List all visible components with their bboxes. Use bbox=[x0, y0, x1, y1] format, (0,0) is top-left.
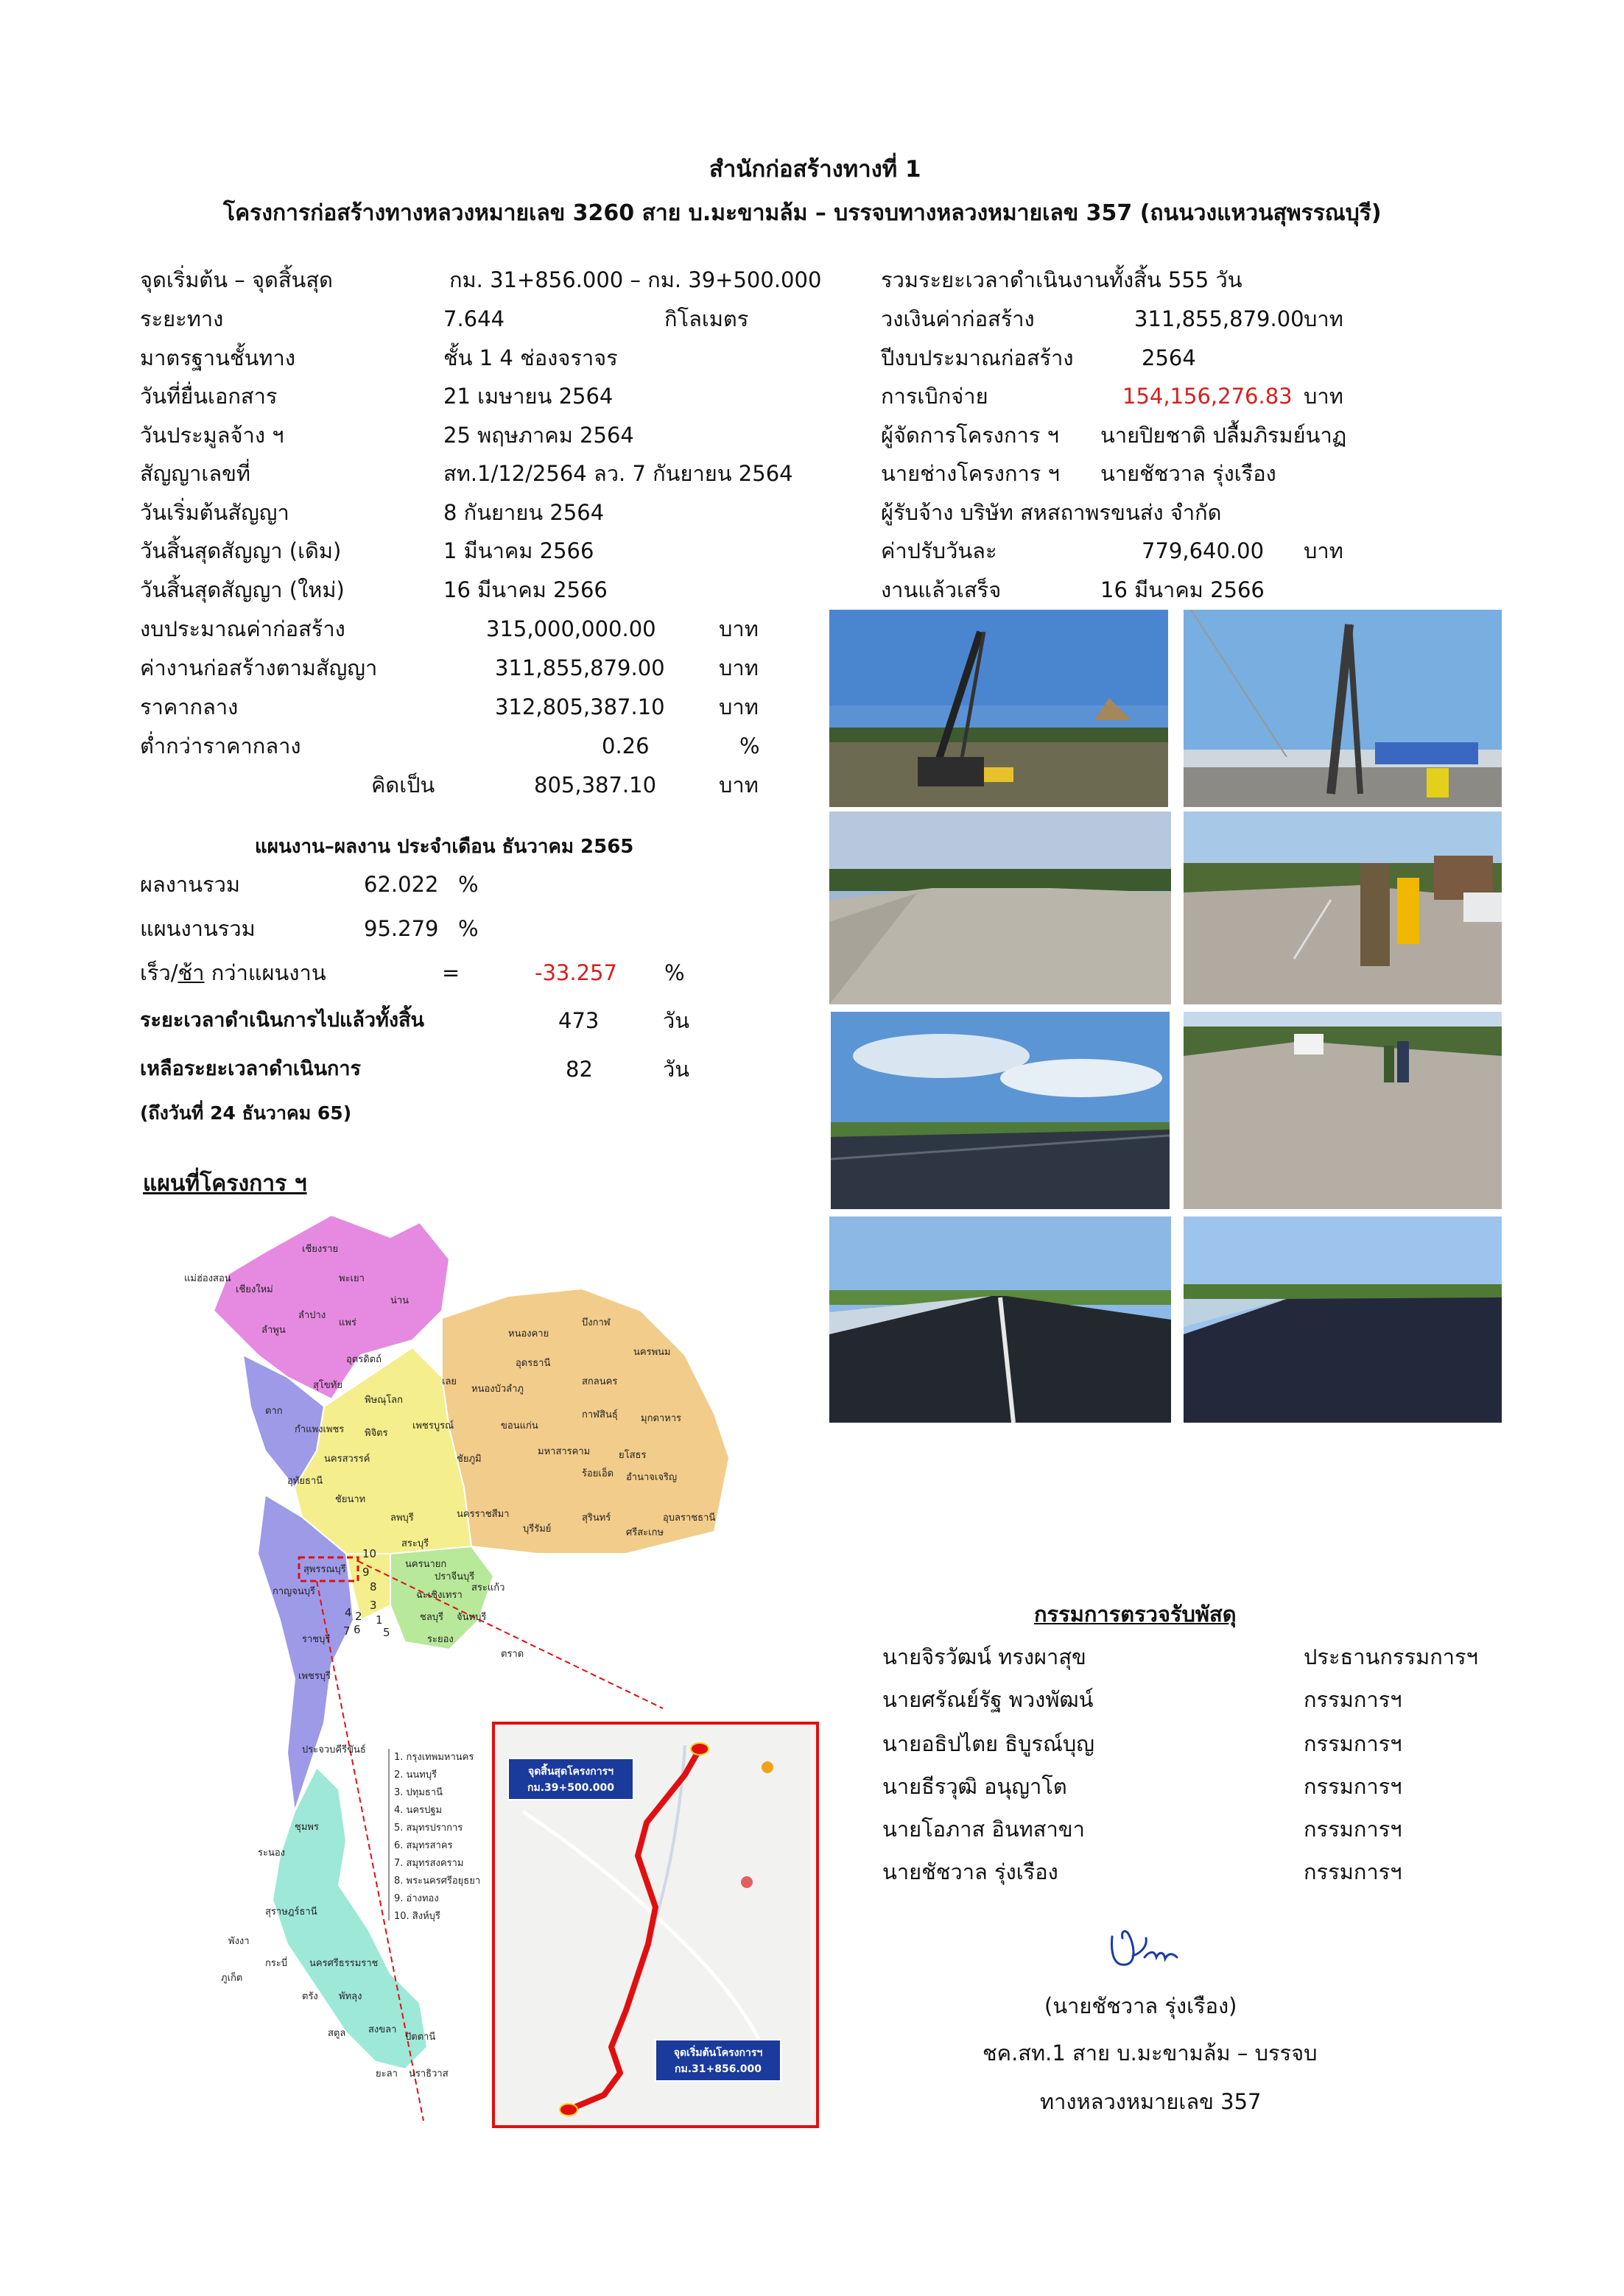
total-duration: รวมระยะเวลาดำเนินงานทั้งสิ้น 555 วัน bbox=[881, 267, 1242, 292]
finish-label: งานแล้วเสร็จ bbox=[881, 577, 1002, 602]
map-label: พังงา bbox=[228, 1936, 250, 1947]
budget-label: ค่างานก่อสร้างตามสัญญา bbox=[140, 655, 378, 680]
area-number: 6 bbox=[354, 1623, 361, 1636]
site-photo-piling-rig bbox=[828, 608, 1170, 809]
map-label: สระบุรี bbox=[401, 1538, 429, 1549]
contract-amount-label: วงเงินค่าก่อสร้าง bbox=[881, 306, 1035, 331]
area-number: 9 bbox=[362, 1566, 370, 1579]
info-label: วันสิ้นสุดสัญญา (ใหม่) bbox=[140, 577, 345, 602]
site-photo-finished-road-2 bbox=[1182, 1215, 1503, 1424]
map-label: ยโสธร bbox=[619, 1450, 647, 1461]
end-label-1: จุดสิ้นสุดโครงการฯ bbox=[527, 1766, 614, 1778]
map-label: พิจิตร bbox=[365, 1428, 388, 1439]
site-photo-subgrade bbox=[828, 810, 1173, 1006]
diff-label-pre: เร็ว/ bbox=[140, 960, 178, 985]
thailand-map bbox=[169, 1208, 832, 2135]
committee-member-role: กรรมการฯ bbox=[1304, 1687, 1402, 1712]
contract-amount-unit: บาท bbox=[1304, 306, 1343, 331]
map-label: เพชรบุรี bbox=[298, 1671, 331, 1682]
manager-value: นายปิยชาติ ปลื้มภิรมย์นาฏ bbox=[1100, 423, 1347, 448]
map-label: ยะลา bbox=[376, 2068, 398, 2080]
site-photo-survey bbox=[1182, 810, 1503, 1006]
info-label: วันสิ้นสุดสัญญา (เดิม) bbox=[140, 538, 342, 563]
map-label: พะเยา bbox=[339, 1273, 365, 1284]
remaining-unit: วัน bbox=[663, 1057, 690, 1082]
map-label: ร้อยเอ็ด bbox=[582, 1468, 614, 1479]
budget-label: คิดเป็น bbox=[371, 772, 435, 797]
project-title: โครงการก่อสร้างทางหลวงหมายเลข 3260 สาย บ.มะขามล้ม – บรรจบทางหลวงหมายเลข 357 (ถนนวงแหวนสุพรรณบุรี) bbox=[223, 200, 1382, 226]
map-label: อุบลราชธานี bbox=[663, 1513, 716, 1524]
actual-unit: % bbox=[458, 872, 479, 897]
budget-year-label: ปีงบประมาณก่อสร้าง bbox=[881, 345, 1074, 370]
map-label: ชัยภูมิ bbox=[457, 1454, 482, 1465]
committee-member-role: กรรมการฯ bbox=[1304, 1817, 1402, 1842]
budget-unit: % bbox=[739, 733, 760, 758]
remaining-value: 82 bbox=[566, 1057, 593, 1082]
start-label-2: กม.31+856.000 bbox=[674, 2063, 762, 2075]
diff-value: -33.257 bbox=[535, 960, 617, 985]
fine-label: ค่าปรับวันละ bbox=[881, 538, 997, 563]
committee-member-name: นายจิรวัฒน์ ทรงผาสุข bbox=[882, 1644, 1086, 1669]
legend-item: 10. สิงห์บุรี bbox=[394, 1911, 440, 1922]
map-label: อำนาจเจริญ bbox=[626, 1472, 678, 1483]
budget-unit: บาท bbox=[719, 655, 759, 680]
office-title: สำนักก่อสร้างทางที่ 1 bbox=[709, 156, 921, 183]
map-label: นครสวรรค์ bbox=[324, 1454, 370, 1465]
map-label: บึงกาฬ bbox=[582, 1317, 611, 1328]
legend-item: 2. นนทบุรี bbox=[394, 1769, 437, 1781]
signatory-name: (นายชัชวาล รุ่งเรือง) bbox=[1044, 1993, 1237, 2018]
finish-value: 16 มีนาคม 2566 bbox=[1100, 577, 1265, 602]
map-label: นราธิวาส bbox=[409, 2068, 449, 2080]
diff-eq: = bbox=[442, 960, 460, 985]
map-svg bbox=[169, 1208, 832, 2135]
map-label: จันทบุรี bbox=[457, 1612, 487, 1623]
map-legend bbox=[389, 1749, 480, 1922]
map-label: สกลนคร bbox=[582, 1376, 618, 1387]
map-label: หนองบัวลำภู bbox=[471, 1384, 524, 1395]
map-label: กาฬสินธุ์ bbox=[582, 1409, 618, 1420]
diff-unit: % bbox=[664, 960, 685, 985]
map-label: ลำพูน bbox=[261, 1325, 286, 1336]
actual-label: ผลงานรวม bbox=[140, 872, 241, 897]
committee-member-role: กรรมการฯ bbox=[1304, 1859, 1402, 1884]
committee-member-name: นายอธิปไตย ธิบูรณ์บุญ bbox=[882, 1731, 1094, 1756]
map-label: ชัยนาท bbox=[335, 1494, 366, 1505]
map-label: พัทลุง bbox=[339, 1991, 362, 2002]
signatory-position-2: ทางหลวงหมายเลข 357 bbox=[1040, 2089, 1262, 2114]
map-label: ฉะเชิงเทรา bbox=[416, 1590, 463, 1601]
info-label: วันประมูลจ้าง ฯ bbox=[140, 423, 284, 448]
map-label: ระนอง bbox=[258, 1848, 286, 1859]
legend-item: 3. ปทุมธานี bbox=[394, 1787, 443, 1798]
legend-item: 4. นครปฐม bbox=[394, 1805, 443, 1816]
info-unit: กิโลเมตร bbox=[664, 306, 749, 331]
map-label: ปราจีนบุรี bbox=[435, 1571, 475, 1582]
site-photo-road-workers bbox=[1182, 1010, 1503, 1211]
info-label: วันที่ยื่นเอกสาร bbox=[140, 384, 278, 409]
manager-label: ผู้จัดการโครงการ ฯ bbox=[881, 423, 1059, 448]
budget-value: 311,855,879.00 bbox=[495, 655, 665, 680]
as-of-date: (ถึงวันที่ 24 ธันวาคม 65) bbox=[140, 1102, 352, 1124]
map-label: นครพนม bbox=[633, 1347, 671, 1358]
map-label: เชียงใหม่ bbox=[236, 1284, 273, 1295]
legend-item: 9. อ่างทอง bbox=[394, 1893, 439, 1904]
map-label: พิษณุโลก bbox=[365, 1395, 404, 1406]
map-heading: แผนที่โครงการ ฯ bbox=[143, 1171, 307, 1197]
budget-unit: บาท bbox=[719, 616, 759, 641]
disbursement-label: การเบิกจ่าย bbox=[881, 384, 988, 409]
info-value: 8 กันยายน 2564 bbox=[443, 500, 605, 525]
map-label: ศรีสะเกษ bbox=[626, 1527, 664, 1538]
map-label: สุราษฎร์ธานี bbox=[265, 1906, 317, 1918]
map-label: นครนายก bbox=[405, 1559, 447, 1570]
info-value: 21 เมษายน 2564 bbox=[443, 384, 614, 409]
map-label: สระแก้ว bbox=[471, 1582, 505, 1594]
site-photo-asphalt-base bbox=[829, 1010, 1171, 1211]
remaining-label: เหลือระยะเวลาดำเนินการ bbox=[140, 1057, 362, 1080]
disbursement-unit: บาท bbox=[1304, 384, 1343, 409]
map-label: ประจวบคีรีขันธ์ bbox=[302, 1744, 366, 1756]
legend-item: 8. พระนครศรีอยุธยา bbox=[394, 1876, 481, 1887]
area-number: 3 bbox=[370, 1599, 377, 1612]
end-label-box bbox=[508, 1758, 633, 1800]
info-label: สัญญาเลขที่ bbox=[140, 461, 251, 486]
committee-member-name: นายโอภาส อินทสาขา bbox=[882, 1817, 1085, 1842]
fine-unit: บาท bbox=[1304, 538, 1343, 563]
map-label: เพชรบูรณ์ bbox=[412, 1420, 454, 1432]
map-label: ชุมพร bbox=[295, 1822, 319, 1833]
budget-label: งบประมาณค่าก่อสร้าง bbox=[140, 616, 345, 641]
site-photo-piling-site bbox=[1182, 608, 1503, 809]
map-label: แพร่ bbox=[339, 1317, 356, 1328]
map-label: ราชบุรี bbox=[302, 1634, 331, 1645]
map-label: ภูเก็ต bbox=[221, 1973, 243, 1984]
map-label: อุดรธานี bbox=[516, 1358, 551, 1369]
legend-item: 1. กรุงเทพมหานคร bbox=[394, 1752, 474, 1763]
diff-label bbox=[140, 959, 326, 986]
info-value: 7.644 bbox=[443, 306, 505, 331]
engineer-label: นายช่างโครงการ ฯ bbox=[881, 461, 1060, 486]
signatory-position-1: ชค.สท.1 สาย บ.มะขามล้ม – บรรจบ bbox=[983, 2040, 1318, 2066]
map-label: กำแพงเพชร bbox=[295, 1424, 345, 1435]
info-value: 25 พฤษภาคม 2564 bbox=[443, 423, 634, 448]
budget-unit: บาท bbox=[719, 772, 759, 797]
end-label-2: กม.39+500.000 bbox=[527, 1782, 615, 1794]
info-label: จุดเริ่มต้น – จุดสิ้นสุด bbox=[140, 267, 333, 292]
map-label: ระยอง bbox=[427, 1634, 454, 1645]
fine-value: 779,640.00 bbox=[1142, 538, 1265, 563]
map-label: ตราด bbox=[501, 1649, 524, 1660]
disbursement-value: 154,156,276.83 bbox=[1122, 384, 1293, 409]
map-label: น่าน bbox=[390, 1295, 409, 1306]
budget-unit: บาท bbox=[719, 694, 759, 719]
plan-unit: % bbox=[458, 916, 479, 941]
map-label: อุตรดิตถ์ bbox=[346, 1354, 382, 1365]
map-label: กระบี่ bbox=[265, 1958, 288, 1969]
legend-item: 7. สมุทรสงคราม bbox=[394, 1858, 464, 1869]
area-number: 5 bbox=[383, 1626, 390, 1639]
map-label: กาญจนบุรี bbox=[273, 1586, 315, 1597]
actual-value: 62.022 bbox=[364, 872, 439, 897]
plan-value: 95.279 bbox=[364, 916, 439, 941]
committee-title: กรรมการตรวจรับพัสดุ bbox=[1034, 1602, 1237, 1627]
info-value: 1 มีนาคม 2566 bbox=[443, 538, 594, 563]
area-number: 1 bbox=[376, 1613, 383, 1627]
map-label: แม่ฮ่องสอน bbox=[184, 1273, 231, 1284]
budget-value: 805,387.10 bbox=[534, 772, 657, 797]
map-label: ชลบุรี bbox=[420, 1612, 444, 1623]
info-label: มาตรฐานชั้นทาง bbox=[140, 345, 295, 370]
budget-value: 0.26 bbox=[602, 733, 650, 758]
area-number: 2 bbox=[355, 1610, 362, 1623]
diff-label-mid: ช้า bbox=[177, 960, 205, 985]
start-label-1: จุดเริ่มต้นโครงการฯ bbox=[673, 2047, 763, 2059]
committee-member-role: กรรมการฯ bbox=[1304, 1731, 1402, 1756]
budget-label: ต่ำกว่าราคากลาง bbox=[140, 733, 301, 758]
area-number: 7 bbox=[343, 1624, 351, 1638]
elapsed-unit: วัน bbox=[663, 1008, 690, 1033]
elapsed-label: ระยะเวลาดำเนินการไปแล้วทั้งสิ้น bbox=[140, 1009, 425, 1032]
map-label: เลย bbox=[442, 1376, 457, 1387]
start-label-box bbox=[655, 2040, 781, 2081]
map-label: นครศรีธรรมราช bbox=[309, 1958, 379, 1969]
legend-item: 5. สมุทรปราการ bbox=[394, 1823, 463, 1834]
contract-amount-value: 311,855,879.00 bbox=[1134, 306, 1304, 331]
map-label: อุทัยธานี bbox=[287, 1476, 323, 1487]
site-photo-finished-road-1 bbox=[828, 1215, 1173, 1424]
map-label: สุรินทร์ bbox=[582, 1513, 611, 1524]
info-value: สท.1/12/2564 ลว. 7 กันยายน 2564 bbox=[443, 461, 793, 486]
map-label: สงขลา bbox=[368, 2024, 397, 2035]
legend-item: 6. สมุทรสาคร bbox=[394, 1840, 453, 1851]
map-label: มหาสารคาม bbox=[538, 1446, 591, 1457]
map-label: ขอนแก่น bbox=[501, 1420, 538, 1432]
map-label: ตรัง bbox=[302, 1991, 318, 2002]
info-value: ชั้น 1 4 ช่องจราจร bbox=[443, 345, 618, 370]
committee-member-role: กรรมการฯ bbox=[1304, 1774, 1402, 1799]
map-label: ลพบุรี bbox=[390, 1513, 414, 1524]
map-label: ลำปาง bbox=[298, 1310, 326, 1321]
start-marker bbox=[560, 2104, 577, 2116]
committee-member-name: นายศรัณย์รัฐ พวงพัฒน์ bbox=[882, 1687, 1094, 1712]
map-label: เชียงราย bbox=[302, 1244, 339, 1255]
elapsed-value: 473 bbox=[558, 1008, 600, 1033]
handwritten-signature bbox=[1103, 1923, 1184, 1975]
map-label: ปัตตานี bbox=[405, 2032, 436, 2043]
budget-value: 312,805,387.10 bbox=[495, 694, 665, 719]
area-number: 10 bbox=[362, 1547, 377, 1560]
map-label: สตูล bbox=[328, 2028, 346, 2039]
map-label: สุพรรณบุรี bbox=[303, 1564, 346, 1575]
area-number: 8 bbox=[370, 1580, 377, 1594]
info-label: วันเริ่มต้นสัญญา bbox=[140, 500, 289, 525]
progress-title: แผนงาน–ผลงาน ประจำเดือน ธันวาคม 2565 bbox=[255, 836, 634, 858]
info-value: 16 มีนาคม 2566 bbox=[443, 577, 608, 602]
committee-member-name: นายชัชวาล รุ่งเรือง bbox=[882, 1859, 1058, 1884]
map-label: นครราชสีมา bbox=[457, 1509, 510, 1520]
area-number: 4 bbox=[345, 1606, 352, 1619]
engineer-value: นายชัชวาล รุ่งเรือง bbox=[1100, 461, 1276, 486]
end-marker bbox=[691, 1743, 709, 1755]
info-value: กม. 31+856.000 – กม. 39+500.000 bbox=[449, 267, 822, 292]
map-label: บุรีรัมย์ bbox=[523, 1524, 552, 1535]
budget-value: 315,000,000.00 bbox=[486, 616, 656, 641]
committee-member-name: นายธีรวุฒิ อนุญาโต bbox=[882, 1774, 1067, 1799]
contractor: ผู้รับจ้าง บริษัท สหสถาพรขนส่ง จำกัด bbox=[881, 500, 1222, 525]
map-label: มุกดาหาร bbox=[641, 1413, 682, 1424]
map-label: สุโขทัย bbox=[313, 1380, 342, 1391]
committee-member-role: ประธานกรรมการฯ bbox=[1304, 1644, 1478, 1669]
info-label: ระยะทาง bbox=[140, 306, 224, 331]
budget-year-value: 2564 bbox=[1142, 345, 1196, 370]
plan-label: แผนงานรวม bbox=[140, 916, 256, 941]
diff-label-post: กว่าแผนงาน bbox=[204, 960, 326, 985]
map-label: หนองคาย bbox=[508, 1328, 549, 1339]
map-label: ตาก bbox=[265, 1406, 283, 1417]
budget-label: ราคากลาง bbox=[140, 694, 239, 719]
